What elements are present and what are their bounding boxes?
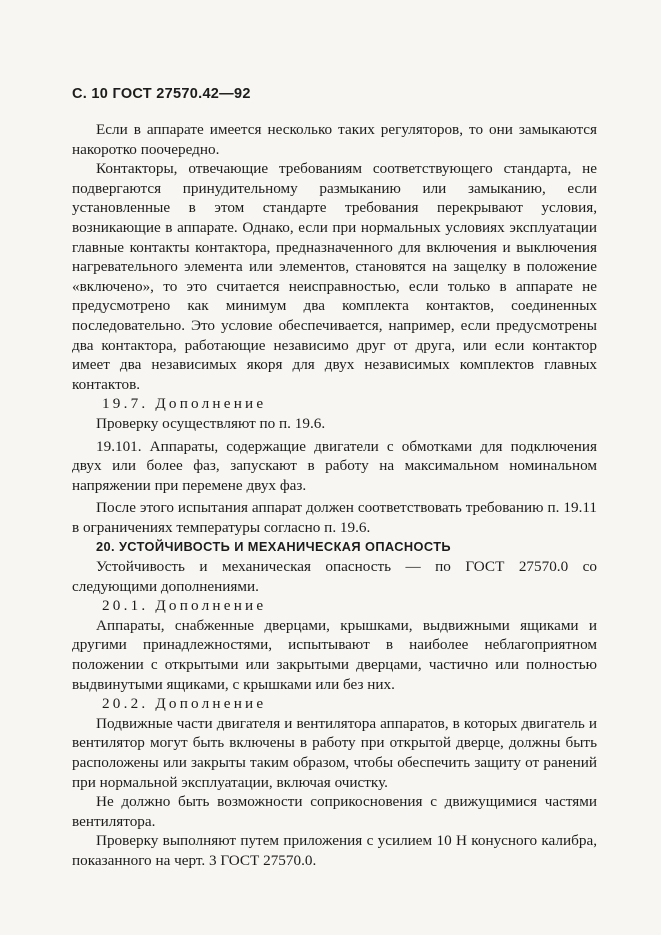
paragraph-check-19-6: Проверку осуществляют по п. 19.6. — [96, 414, 326, 432]
paragraph-after-test: После этого испытания аппарат должен соответствовать требованию п. 19.11 в ограничениях температуры согласно п. 19.6. — [72, 499, 597, 536]
section-20-title: 20. УСТОЙЧИВОСТЬ И МЕХАНИЧЕСКАЯ ОПАСНОСТЬ — [96, 539, 452, 555]
page-header: С. 10 ГОСТ 27570.42—92 — [72, 86, 251, 102]
paragraph-no-contact: Не должно быть возможности соприкосновения с движущимися частями вентилятора. — [72, 793, 597, 830]
page-content — [72, 120, 597, 871]
paragraph-stability: Устойчивость и механическая опасность — по ГОСТ 27570.0 со следующими дополнениями. — [72, 558, 597, 595]
paragraph-moving-parts: Подвижные части двигателя и вентилятора аппаратов, в которых двигатель и вентилятор могут быть включены в работу при открытой дверце, должны быть расположены или закрыты таким образом, чтобы обеспечить защиту от ранений при нормальной эксплуатации, включая очистку. — [72, 714, 597, 791]
clause-19-101: 19.101. Аппараты, содержащие двигатели с обмотками для подключения двух или более фаз, запускают в работу на максимальном номинальном напряжении при перемене двух фаз. — [72, 437, 597, 494]
clause-19-7-heading: 19.7. Дополнение — [102, 395, 267, 413]
paragraph-regulators: Если в аппарате имеется несколько таких регуляторов, то они замыкаются накоротко поочередно. — [72, 121, 597, 158]
paragraph-contactors: Контакторы, отвечающие требованиям соответствующего стандарта, не подвергаются принудительному размыканию или замыканию, если установленные в этом стандарте требования перекрывают условия, возникающие в аппарате. Однако, если при нормальных условиях эксплуатации главные контакты контактора, предназначенного для включения и выключения нагревательного элемента или элементов, становятся на защелку в положение «включено», то это считается неисправностью, если только в аппарате не предусмотрено как минимум два комплекта контактов, соединенных последовательно. Это условие обеспечивается, например, если предусмотрены два контактора, работающие независимо друг от друга, или если контактор имеет два независимых якоря для двух независимых комплектов главных контактов. — [72, 160, 597, 393]
paragraph-doors-drawers: Аппараты, снабженные дверцами, крышками, выдвижными ящиками и другими принадлежностями, испытывают в наиболее неблагоприятном положении с открытыми или закрытыми дверцами, частично или полностью выдвинутыми ящиками, с крышками или без них. — [72, 616, 597, 693]
clause-20-1-heading: 20.1. Дополнение — [102, 597, 267, 615]
clause-20-2-heading: 20.2. Дополнение — [102, 695, 267, 713]
paragraph-cone-gauge: Проверку выполняют путем приложения с усилием 10 Н конусного калибра, показанного на черт. 3 ГОСТ 27570.0. — [72, 832, 597, 869]
